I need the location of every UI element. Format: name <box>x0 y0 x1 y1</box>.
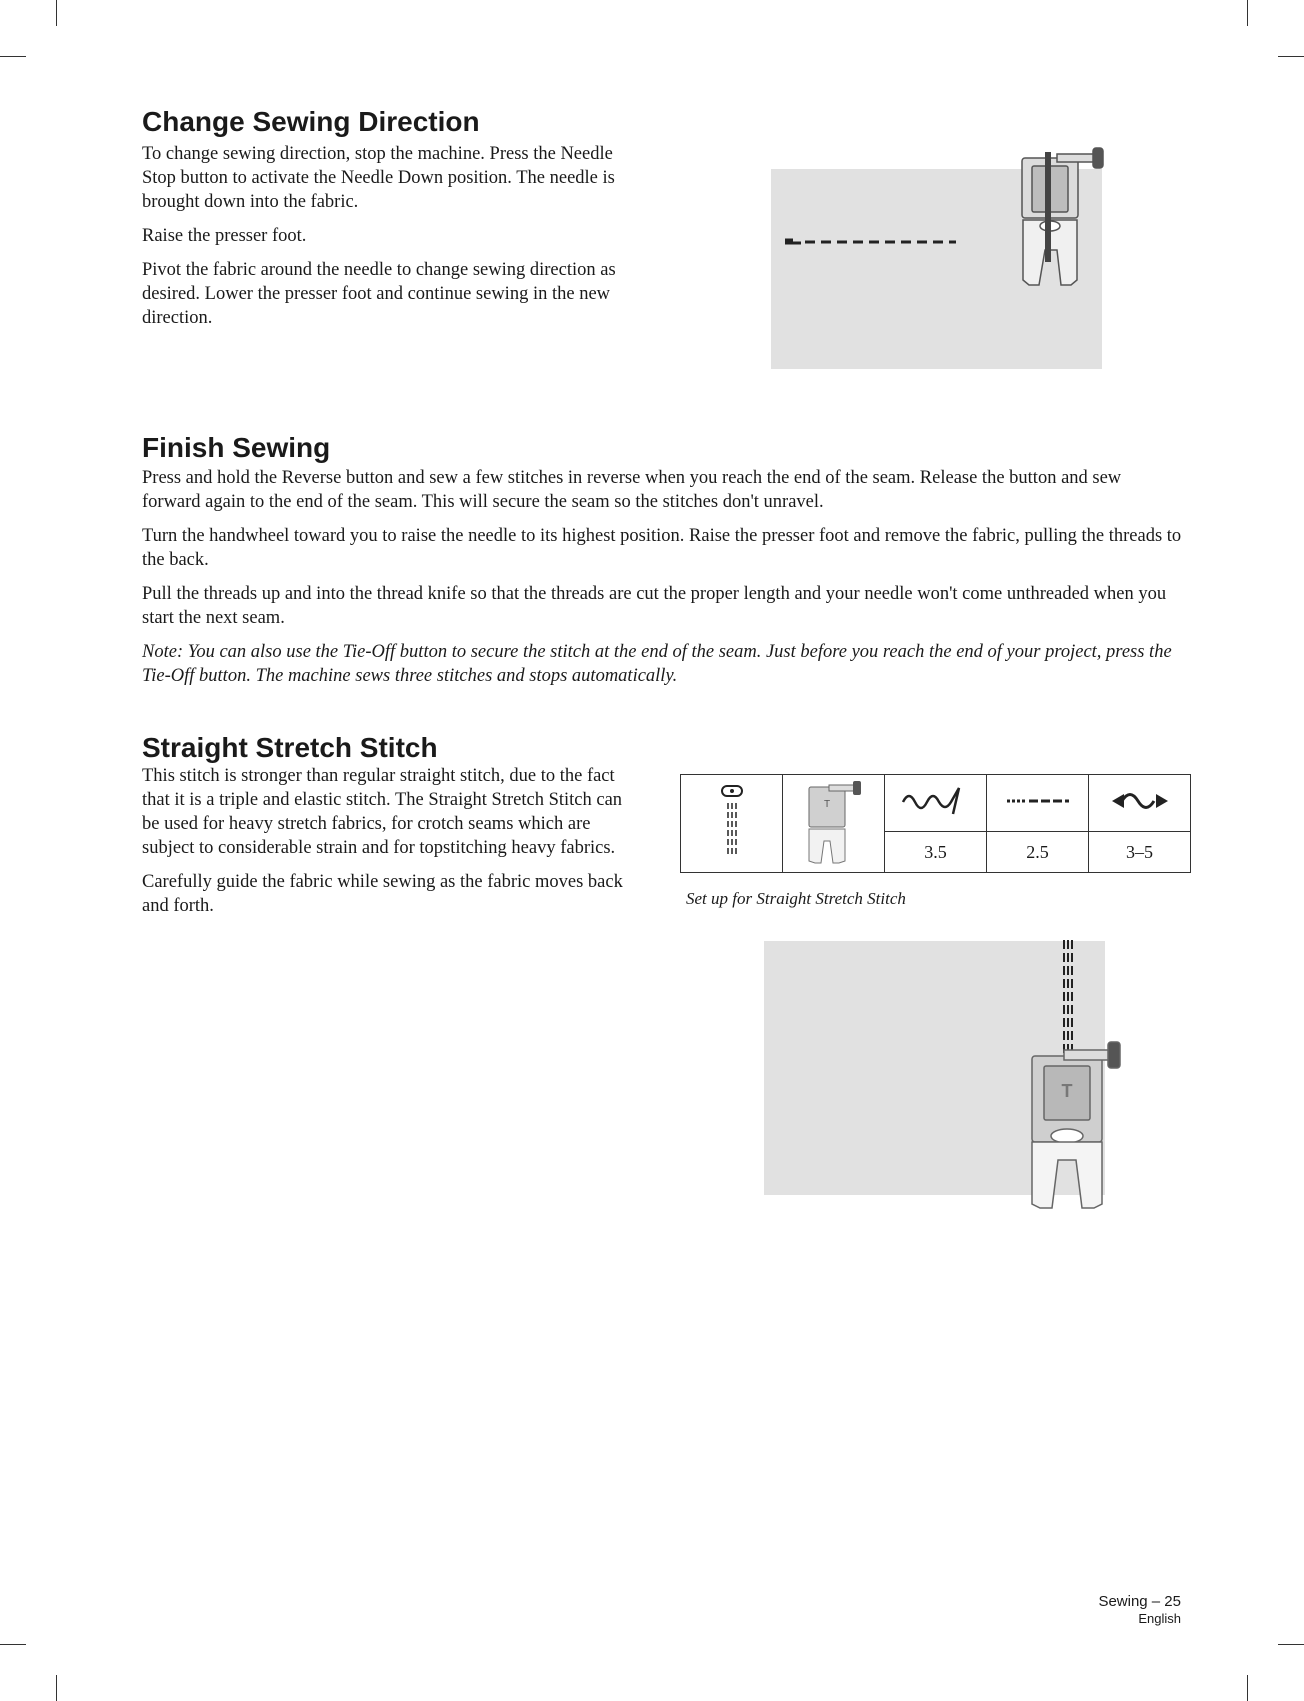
setup-caption: Set up for Straight Stretch Stitch <box>686 889 906 908</box>
straight-stretch-paragraph: Carefully guide the fabric while sewing as the fabric moves back and forth. <box>142 872 623 916</box>
page-language: English <box>1138 1611 1181 1626</box>
thread-tension-icon <box>1108 786 1172 816</box>
crop-mark <box>0 56 26 57</box>
stitch-symbol-cell <box>681 775 783 873</box>
crop-mark <box>0 1644 26 1645</box>
presser-foot-t-icon <box>1032 1042 1120 1208</box>
crop-mark <box>56 0 57 26</box>
straight-stretch-paragraph: This stitch is stronger than regular straight stitch, due to the fact that it is a triple and elastic stitch. The Straight Stretch Stitch can be used for heavy stretch fabrics, for crotch seams which are subject to considerable strain and for topstitching heavy fabrics. <box>142 766 623 858</box>
thread-tension-value: 3–5 <box>1089 832 1191 873</box>
stitch-length-icon <box>1003 791 1073 811</box>
stitch-width-icon-cell <box>885 775 987 832</box>
finish-sewing-heading: Finish Sewing <box>142 432 331 463</box>
change-direction-paragraph: To change sewing direction, stop the machine. Press the Needle Stop button to activate the Needle Down position. The needle is brought down into the fabric. <box>142 144 615 212</box>
change-direction-paragraph: Pivot the fabric around the needle to change sewing direction as desired. Lower the presser foot and continue sewing in the new direction. <box>142 260 616 328</box>
page-footer <box>1098 1593 1181 1626</box>
change-direction-text <box>142 142 647 340</box>
svg-text:T: T <box>1061 1081 1073 1101</box>
stitch-length-value: 2.5 <box>987 832 1089 873</box>
crop-mark <box>1278 1644 1304 1645</box>
finish-sewing-paragraph: Press and hold the Reverse button and sew a few stitches in reverse when you reach the end of the seam. Release the button and sew forward again to the end of the seam. This will secure the seam so the stitches don't unravel. <box>142 468 1122 512</box>
finish-sewing-note: Note: You can also use the Tie-Off button to secure the stitch at the end of the seam. Just before you reach the end of your project, press the Tie-Off button. The machine sews three stitches and stops automatically. <box>142 642 1172 686</box>
svg-text:T: T <box>823 799 830 810</box>
presser-foot-icon <box>1022 148 1103 285</box>
finish-sewing-paragraph: Pull the threads up and into the thread knife so that the threads are cut the proper length and your needle won't come unthreaded when you start the next seam. <box>142 584 1167 628</box>
straight-stretch-sewing-illustration <box>764 938 1154 1213</box>
stitch-width-icon <box>899 784 973 818</box>
stitch-width-value: 3.5 <box>885 832 987 873</box>
presser-foot-cell <box>783 775 885 873</box>
presser-foot-t-icon <box>799 777 869 865</box>
triple-stitch-line <box>1064 940 1072 1056</box>
crop-mark <box>56 1675 57 1701</box>
thread-tension-icon-cell <box>1089 775 1191 832</box>
change-direction-paragraph: Raise the presser foot. <box>142 226 307 246</box>
page-number: Sewing – 25 <box>1098 1593 1181 1610</box>
crop-mark <box>1247 1675 1248 1701</box>
straight-stretch-heading: Straight Stretch Stitch <box>142 732 438 763</box>
straight-stretch-text <box>142 764 642 928</box>
change-direction-heading: Change Sewing Direction <box>142 106 480 137</box>
stitch-line <box>785 240 956 243</box>
finish-sewing-text <box>142 466 1182 698</box>
crop-mark <box>1247 0 1248 26</box>
presser-foot-pivot-illustration <box>771 140 1111 290</box>
crop-mark <box>1278 56 1304 57</box>
finish-sewing-paragraph: Turn the handwheel toward you to raise the needle to its highest position. Raise the presser foot and remove the fabric, pulling the threads to the back. <box>142 526 1182 570</box>
triple-stitch-icon <box>717 781 747 861</box>
stitch-length-icon-cell <box>987 775 1089 832</box>
stitch-setup-table <box>680 774 1191 873</box>
